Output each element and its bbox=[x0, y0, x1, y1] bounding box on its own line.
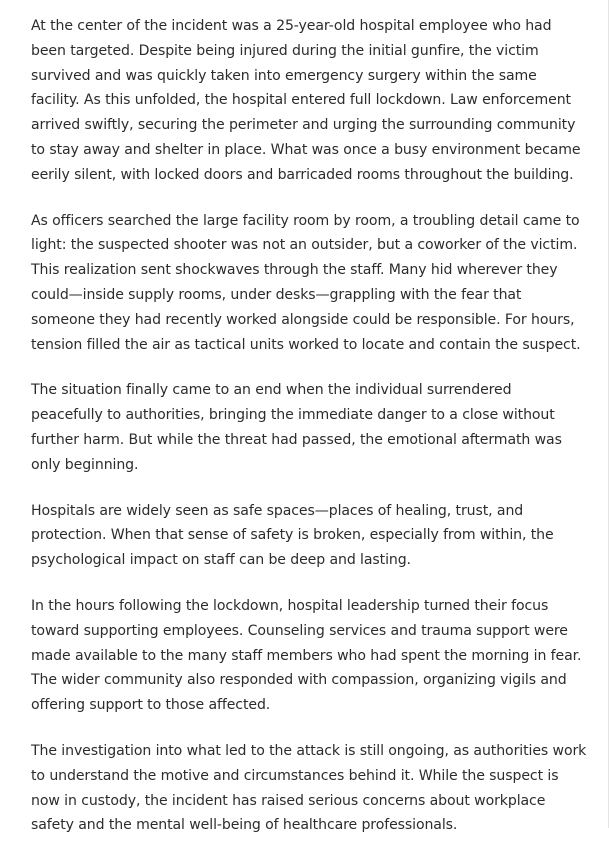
paragraph-incident-center: At the center of the incident was a 25-year-old hospital employee who had been targeted. Despite being injured during the initial gunfire, the victim survived and was quickly taken into emergency surgery within the same facility. As this unfolded, the hospital entered full lockdown. Law enforcement arrived swiftly, securing the perimeter and urging the surrounding community to stay away and shelter in place. What was once a busy environment became eerily silent, with locked doors and barricaded rooms throughout the building. bbox=[31, 18, 581, 183]
paragraph-search-coworker: As officers searched the large facility room by room, a troubling detail came to light: the suspected shooter was not an outsider, but a coworker of the victim. This realization sent shockwaves through the staff. Many hid wherever they could—inside supply rooms, under desks—grappling with the fear that someone they had recently worked alongside could be responsible. For hours, tension filled the air as tactical units worked to locate and contain the suspect. bbox=[31, 212, 581, 353]
paragraph-safe-spaces: Hospitals are widely seen as safe spaces—places of healing, trust, and protection. When that sense of safety is broken, especially from within, the psychological impact on staff can be deep and lasting. bbox=[31, 502, 554, 569]
article-body bbox=[31, 14, 587, 859]
paragraph-investigation: The investigation into what led to the attack is still ongoing, as authorities work to understand the motive and circumstances behind it. While the suspect is now in custody, the incident has raised serious concerns about workplace safety and the mental well-being of healthcare professionals. bbox=[31, 742, 587, 834]
paragraph-support: In the hours following the lockdown, hospital leadership turned their focus toward supporting employees. Counseling services and trauma support were made available to the many staff members who had spent the morning in fear. The wider community also responded with compassion, organizing vigils and offering support to those affected. bbox=[31, 597, 582, 714]
paragraph-surrender: The situation finally came to an end when the individual surrendered peacefully to authorities, bringing the immediate danger to a close without further harm. But while the threat had passed, the emotional aftermath was only beginning. bbox=[31, 382, 562, 473]
